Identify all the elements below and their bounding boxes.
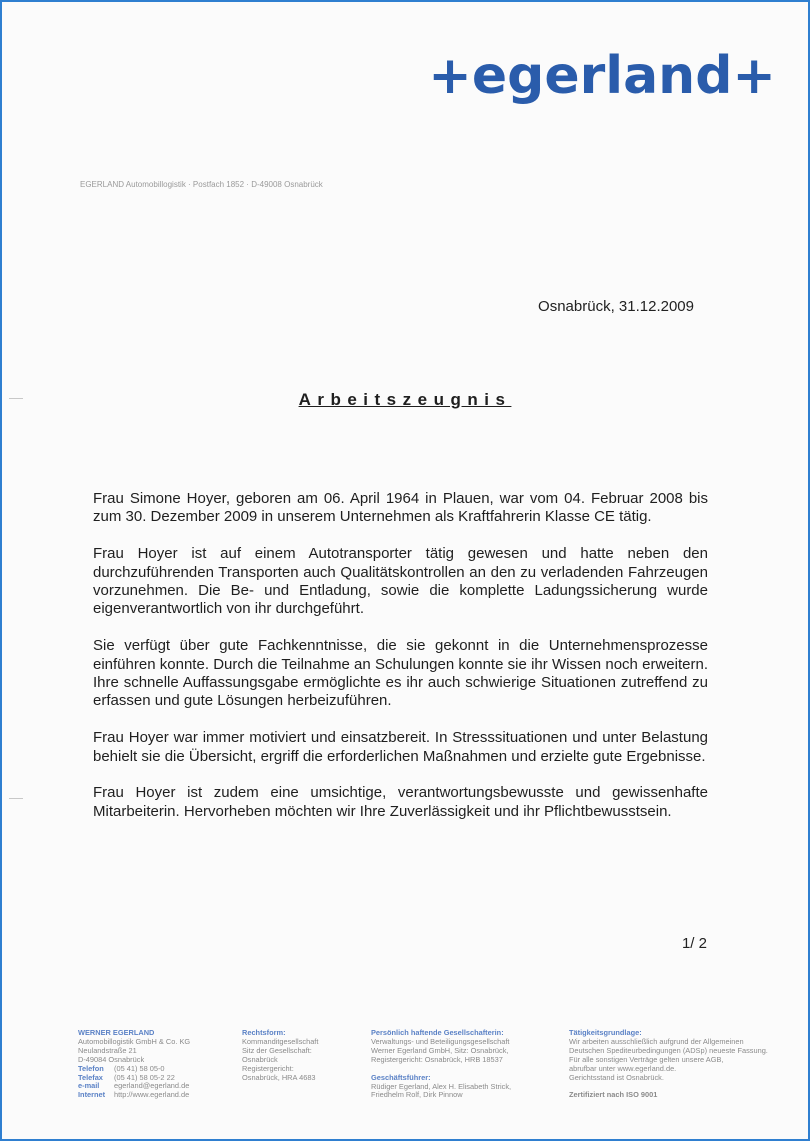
document-title: Arbeitszeugnis: [298, 390, 512, 409]
paragraph-character: Frau Hoyer ist zudem eine umsichtige, verantwortungsbewusste und gewissenhafte Mitarbeiterin. Hervorheben möchten wir Ihre Zuverlässigkeit und ihr Pflichtbewusstsein.: [93, 784, 708, 820]
footer-terms-heading: Tätigkeitsgrundlage:: [569, 1028, 642, 1037]
footer-partner: [371, 1029, 561, 1100]
punch-mark: [9, 798, 23, 799]
footer-terms-line: Für alle sonstigen Verträge gelten unsere AGB,: [569, 1054, 724, 1064]
paragraph-skills: Sie verfügt über gute Fachkenntnisse, die sie gekonnt in die Unternehmensprozesse einführen konnte. Durch die Teilnahme an Schulungen konnte sie ihr Wissen noch erweitern. Ihre schnelle Auffassungsgabe ermöglichte es ihr auch schwierige Situationen zutreffend zu erfassen und gute Lösungen herbeizuführen.: [93, 637, 708, 710]
footer-managers-heading: Geschäftsführer:: [371, 1072, 431, 1082]
sender-address-line: EGERLAND Automobillogistik · Postfach 1852 · D-49008 Osnabrück: [80, 180, 323, 189]
paragraph-duties: Frau Hoyer ist auf einem Autotransporter tätig gewesen und hatte neben den durchzuführenden Transporten auch Qualitätskontrollen an den zu verladenden Fahrzeugen vorzunehmen. Die Be- und Entladung, sowie die komplette Ladungssicherung wurde eigenverantwortlich von ihr durchgeführt.: [93, 545, 708, 618]
footer-fax-label: Telefax: [78, 1072, 103, 1082]
footer-phone: (05 41) 58 05-0: [114, 1063, 165, 1073]
footer-legal-heading: Rechtsform:: [242, 1028, 286, 1037]
fold-mark: [9, 398, 23, 399]
footer-web: http://www.egerland.de: [114, 1090, 190, 1100]
footer-terms: [569, 1029, 774, 1100]
footer-email-label: e-mail: [78, 1081, 100, 1091]
footer-terms-line: abrufbar unter www.egerland.de.: [569, 1063, 677, 1073]
footer-terms-line: Wir arbeiten ausschließlich aufgrund der Allgemeinen: [569, 1036, 744, 1046]
footer-partner-line: Werner Egerland GmbH, Sitz: Osnabrück,: [371, 1045, 509, 1055]
paragraph-motivation: Frau Hoyer war immer motiviert und einsatzbereit. In Stresssituationen und unter Belastung behielt sie die Übersicht, ergriff die erforderlichen Maßnahmen und erzielte gute Ergebnisse.: [93, 729, 708, 765]
footer-legal-line: Osnabrück: [242, 1054, 278, 1064]
place-date: Osnabrück, 31.12.2009: [538, 298, 694, 315]
footer-partner-line: Registergericht: Osnabrück, HRB 18537: [371, 1054, 503, 1064]
footer-company-line: D-49084 Osnabrück: [78, 1054, 145, 1064]
page-number: 1/ 2: [681, 935, 707, 952]
footer-legal-line: Registergericht:: [242, 1063, 294, 1073]
footer-partner-heading: Persönlich haftende Gesellschafterin:: [371, 1028, 504, 1037]
footer-partner-line: Verwaltungs- und Beteiligungsgesellschaft: [371, 1036, 510, 1046]
footer-email: egerland@egerland.de: [114, 1081, 190, 1091]
footer-certification: Zertifiziert nach ISO 9001: [569, 1090, 658, 1100]
footer-legal-line: Osnabrück, HRA 4683: [242, 1072, 316, 1082]
footer-terms-line: Deutschen Spediteurbedingungen (ADSp) neueste Fassung.: [569, 1045, 768, 1055]
footer-legal-line: Kommanditgesellschaft: [242, 1036, 319, 1046]
egerland-logo: +egerland+: [428, 46, 776, 106]
footer-terms-line: Gerichtsstand ist Osnabrück.: [569, 1072, 664, 1082]
footer-company-line: Automobillogistik GmbH & Co. KG: [78, 1036, 191, 1046]
footer-web-label: Internet: [78, 1090, 106, 1100]
footer-legal: [242, 1029, 362, 1082]
paragraph-employment: Frau Simone Hoyer, geboren am 06. April 1964 in Plauen, war vom 04. Februar 2008 bis zum 30. Dezember 2009 in unserem Unternehmen als Kraftfahrerin Klasse CE tätig.: [93, 490, 708, 526]
footer-legal-line: Sitz der Gesellschaft:: [242, 1045, 312, 1055]
letter-body: [93, 490, 708, 840]
footer-managers-line: Friedhelm Rolf, Dirk Pinnow: [371, 1090, 463, 1100]
footer-company: [78, 1029, 238, 1100]
footer-fax: (05 41) 58 05-2 22: [114, 1072, 175, 1082]
footer-phone-label: Telefon: [78, 1063, 104, 1073]
footer-company-line: Neulandstraße 21: [78, 1045, 137, 1055]
footer-managers-line: Rüdiger Egerland, Alex H. Elisabeth Strick,: [371, 1081, 512, 1091]
footer-company-heading: WERNER EGERLAND: [78, 1028, 155, 1037]
